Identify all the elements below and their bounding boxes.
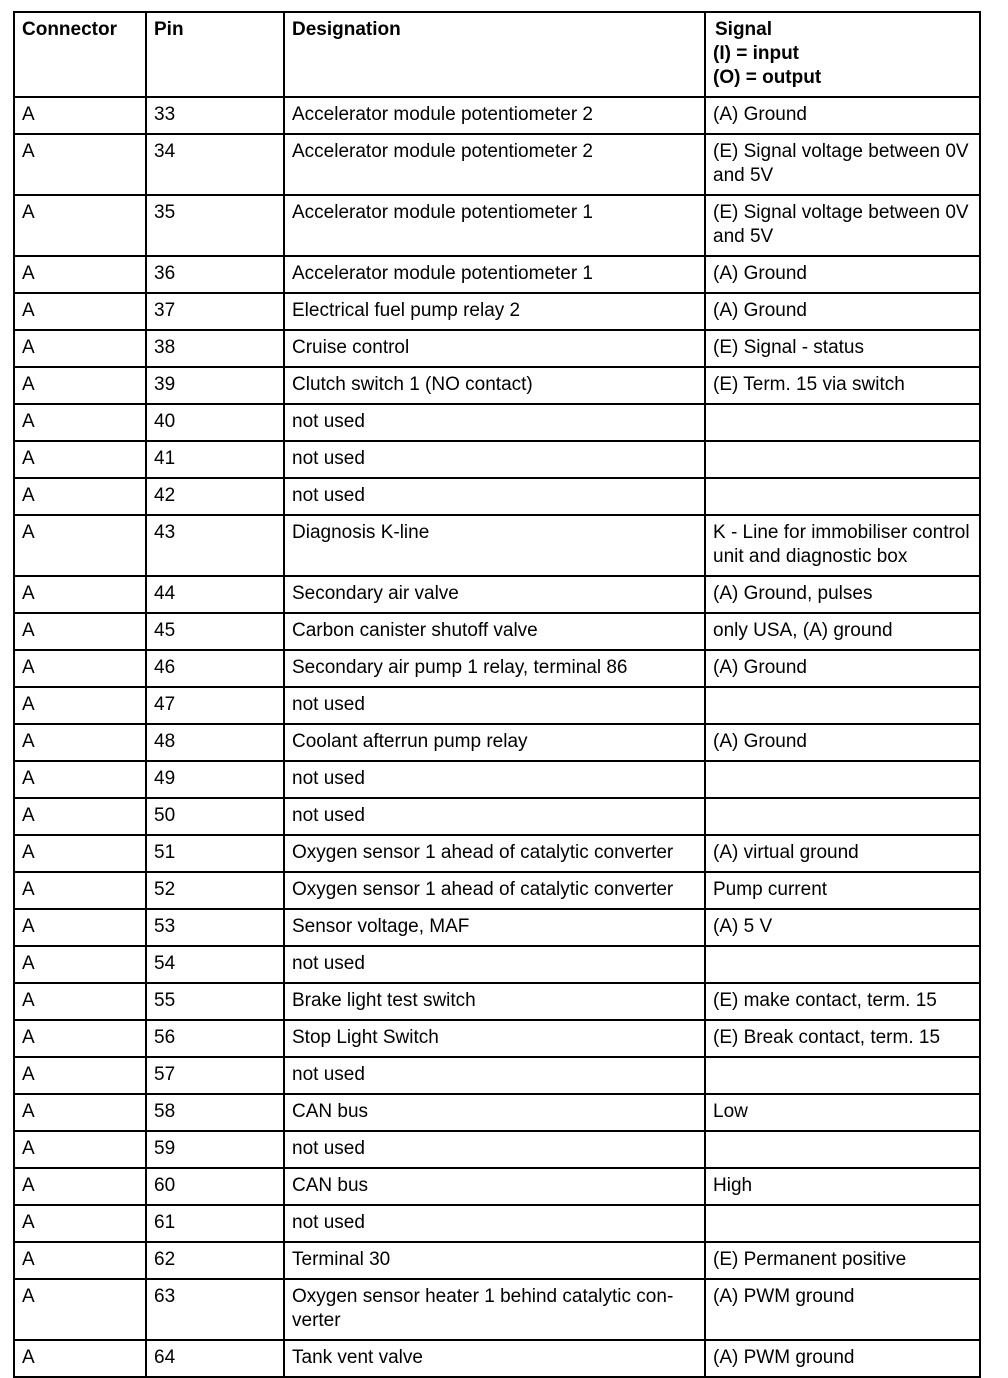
table-row: [14, 1131, 980, 1168]
cell-connector: A: [14, 1094, 146, 1131]
cell-signal: (A) Ground: [705, 724, 980, 761]
cell-signal: (E) make contact, term. 15: [705, 983, 980, 1020]
cell-designation: Accelerator module potentiometer 2: [284, 97, 705, 134]
table-row: [14, 798, 980, 835]
cell-designation: not used: [284, 761, 705, 798]
table-row: [14, 1340, 980, 1377]
cell-designation: not used: [284, 1131, 705, 1168]
table-row: [14, 724, 980, 761]
header-signal-output-legend: (O) = output: [713, 67, 822, 88]
cell-pin: 52: [146, 872, 284, 909]
cell-connector: A: [14, 687, 146, 724]
cell-connector: A: [14, 1020, 146, 1057]
cell-designation: Brake light test switch: [284, 983, 705, 1020]
cell-signal: only USA, (A) ground: [705, 613, 980, 650]
cell-connector: A: [14, 909, 146, 946]
cell-designation: not used: [284, 1057, 705, 1094]
cell-signal: [705, 798, 980, 835]
cell-pin: 50: [146, 798, 284, 835]
cell-designation: CAN bus: [284, 1094, 705, 1131]
cell-pin: 36: [146, 256, 284, 293]
cell-connector: A: [14, 1168, 146, 1205]
cell-signal: (E) Signal - status: [705, 330, 980, 367]
cell-designation: not used: [284, 946, 705, 983]
cell-designation: Oxygen sensor heater 1 behind catalytic con-verter: [284, 1279, 705, 1340]
table-row: [14, 650, 980, 687]
cell-connector: A: [14, 293, 146, 330]
cell-signal: High: [705, 1168, 980, 1205]
cell-pin: 60: [146, 1168, 284, 1205]
cell-designation: not used: [284, 1205, 705, 1242]
cell-designation: Tank vent valve: [284, 1340, 705, 1377]
cell-pin: 51: [146, 835, 284, 872]
table-row: [14, 1020, 980, 1057]
cell-signal: (A) Ground: [705, 293, 980, 330]
cell-pin: 39: [146, 367, 284, 404]
cell-connector: A: [14, 134, 146, 195]
cell-pin: 35: [146, 195, 284, 256]
header-connector: Connector: [14, 12, 146, 97]
cell-designation: Sensor voltage, MAF: [284, 909, 705, 946]
cell-connector: A: [14, 1131, 146, 1168]
cell-signal: (A) PWM ground: [705, 1340, 980, 1377]
table-row: [14, 909, 980, 946]
cell-pin: 42: [146, 478, 284, 515]
cell-pin: 62: [146, 1242, 284, 1279]
cell-designation: not used: [284, 478, 705, 515]
cell-signal: Low: [705, 1094, 980, 1131]
cell-signal: (E) Break contact, term. 15: [705, 1020, 980, 1057]
table-row: [14, 404, 980, 441]
cell-connector: A: [14, 97, 146, 134]
cell-connector: A: [14, 650, 146, 687]
cell-signal: (A) Ground: [705, 650, 980, 687]
cell-pin: 48: [146, 724, 284, 761]
cell-pin: 43: [146, 515, 284, 576]
table-row: [14, 256, 980, 293]
cell-signal: [705, 441, 980, 478]
table-row: [14, 1242, 980, 1279]
cell-signal: Pump current: [705, 872, 980, 909]
table-row: [14, 687, 980, 724]
cell-pin: 55: [146, 983, 284, 1020]
cell-signal: [705, 761, 980, 798]
cell-pin: 49: [146, 761, 284, 798]
header-designation: Designation: [284, 12, 705, 97]
header-row: [14, 12, 980, 97]
table-row: [14, 441, 980, 478]
cell-designation: Clutch switch 1 (NO contact): [284, 367, 705, 404]
cell-pin: 37: [146, 293, 284, 330]
header-signal-title: Signal: [715, 19, 773, 40]
cell-pin: 64: [146, 1340, 284, 1377]
table-row: [14, 576, 980, 613]
cell-connector: A: [14, 761, 146, 798]
cell-designation: Cruise control: [284, 330, 705, 367]
table-row: [14, 1168, 980, 1205]
cell-connector: A: [14, 1340, 146, 1377]
table-row: [14, 872, 980, 909]
cell-designation: not used: [284, 798, 705, 835]
cell-connector: A: [14, 478, 146, 515]
cell-connector: A: [14, 1205, 146, 1242]
cell-designation: Terminal 30: [284, 1242, 705, 1279]
table-row: [14, 835, 980, 872]
cell-connector: A: [14, 835, 146, 872]
cell-pin: 47: [146, 687, 284, 724]
cell-designation: Accelerator module potentiometer 2: [284, 134, 705, 195]
cell-signal: [705, 946, 980, 983]
cell-designation: Diagnosis K-line: [284, 515, 705, 576]
cell-connector: A: [14, 798, 146, 835]
cell-designation: Accelerator module potentiometer 1: [284, 195, 705, 256]
cell-designation: Secondary air pump 1 relay, terminal 86: [284, 650, 705, 687]
cell-designation: Accelerator module potentiometer 1: [284, 256, 705, 293]
cell-designation: Electrical fuel pump relay 2: [284, 293, 705, 330]
cell-signal: [705, 1205, 980, 1242]
cell-designation: CAN bus: [284, 1168, 705, 1205]
table-row: [14, 613, 980, 650]
table-row: [14, 97, 980, 134]
cell-connector: A: [14, 576, 146, 613]
table-row: [14, 761, 980, 798]
cell-designation: Oxygen sensor 1 ahead of catalytic converter: [284, 872, 705, 909]
cell-signal: (A) PWM ground: [705, 1279, 980, 1340]
cell-signal: (E) Signal voltage between 0V and 5V: [705, 134, 980, 195]
table-row: [14, 478, 980, 515]
cell-signal: (E) Permanent positive: [705, 1242, 980, 1279]
cell-designation: Oxygen sensor 1 ahead of catalytic converter: [284, 835, 705, 872]
cell-connector: A: [14, 613, 146, 650]
cell-signal: (A) Ground, pulses: [705, 576, 980, 613]
cell-signal: [705, 478, 980, 515]
table-row: [14, 293, 980, 330]
cell-signal: (A) 5 V: [705, 909, 980, 946]
cell-connector: A: [14, 1057, 146, 1094]
cell-connector: A: [14, 441, 146, 478]
cell-pin: 46: [146, 650, 284, 687]
table-row: [14, 1094, 980, 1131]
cell-designation: Secondary air valve: [284, 576, 705, 613]
table-row: [14, 946, 980, 983]
table-row: [14, 195, 980, 256]
table-row: [14, 367, 980, 404]
table-row: [14, 134, 980, 195]
cell-connector: A: [14, 946, 146, 983]
cell-designation: not used: [284, 441, 705, 478]
cell-pin: 40: [146, 404, 284, 441]
cell-connector: A: [14, 724, 146, 761]
table-row: [14, 1057, 980, 1094]
cell-connector: A: [14, 1279, 146, 1340]
cell-designation: not used: [284, 687, 705, 724]
cell-connector: A: [14, 330, 146, 367]
cell-pin: 61: [146, 1205, 284, 1242]
table-row: [14, 983, 980, 1020]
table-row: [14, 515, 980, 576]
table-row: [14, 330, 980, 367]
cell-connector: A: [14, 983, 146, 1020]
table-row: [14, 1279, 980, 1340]
header-pin: Pin: [146, 12, 284, 97]
cell-pin: 59: [146, 1131, 284, 1168]
cell-connector: A: [14, 404, 146, 441]
cell-connector: A: [14, 256, 146, 293]
pin-assignment-table: [13, 11, 981, 1378]
cell-signal: (A) Ground: [705, 97, 980, 134]
cell-connector: A: [14, 195, 146, 256]
cell-pin: 57: [146, 1057, 284, 1094]
cell-pin: 44: [146, 576, 284, 613]
cell-signal: [705, 404, 980, 441]
header-signal-input-legend: (I) = input: [713, 43, 800, 64]
cell-pin: 41: [146, 441, 284, 478]
cell-pin: 58: [146, 1094, 284, 1131]
cell-signal: (A) virtual ground: [705, 835, 980, 872]
cell-pin: 34: [146, 134, 284, 195]
cell-designation: not used: [284, 404, 705, 441]
cell-signal: [705, 687, 980, 724]
cell-connector: A: [14, 367, 146, 404]
cell-pin: 53: [146, 909, 284, 946]
cell-designation: Stop Light Switch: [284, 1020, 705, 1057]
cell-signal: K - Line for immobiliser control unit and diagnostic box: [705, 515, 980, 576]
cell-signal: [705, 1057, 980, 1094]
cell-signal: [705, 1131, 980, 1168]
cell-signal: (A) Ground: [705, 256, 980, 293]
cell-connector: A: [14, 515, 146, 576]
cell-pin: 63: [146, 1279, 284, 1340]
cell-connector: A: [14, 1242, 146, 1279]
cell-pin: 38: [146, 330, 284, 367]
table-row: [14, 1205, 980, 1242]
cell-pin: 56: [146, 1020, 284, 1057]
cell-pin: 54: [146, 946, 284, 983]
cell-designation: Carbon canister shutoff valve: [284, 613, 705, 650]
cell-pin: 45: [146, 613, 284, 650]
cell-signal: (E) Term. 15 via switch: [705, 367, 980, 404]
cell-designation: Coolant afterrun pump relay: [284, 724, 705, 761]
cell-connector: A: [14, 872, 146, 909]
cell-signal: (E) Signal voltage between 0V and 5V: [705, 195, 980, 256]
cell-pin: 33: [146, 97, 284, 134]
header-signal: [705, 12, 980, 97]
